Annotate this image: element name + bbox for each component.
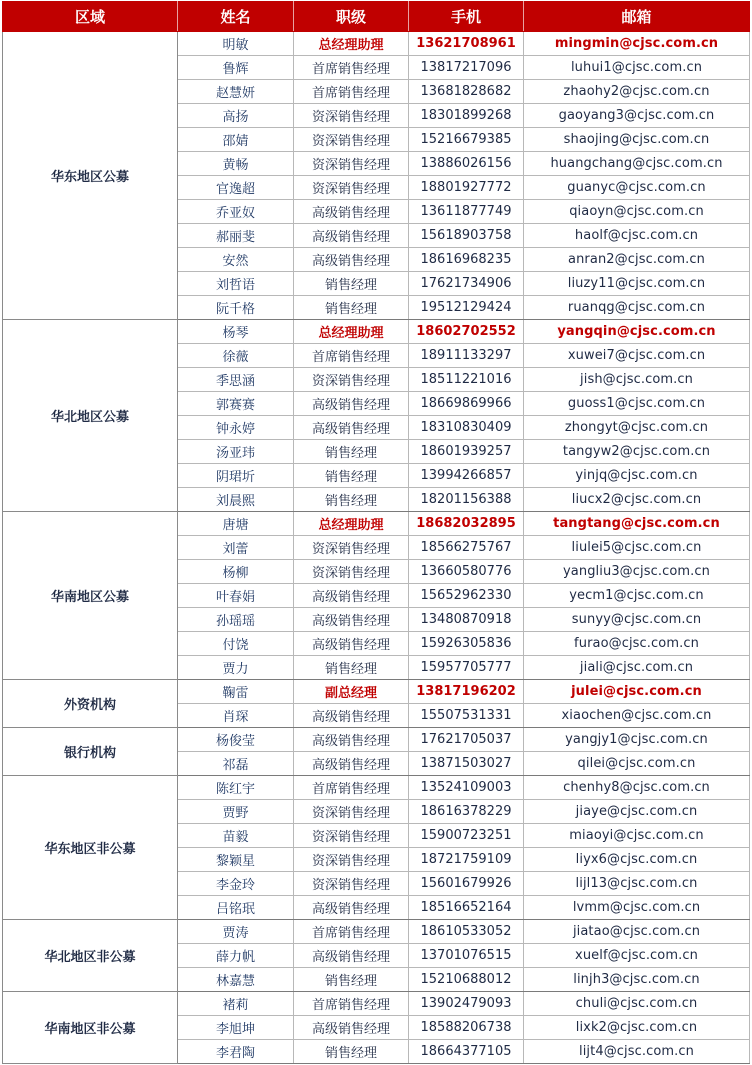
phone-cell: 18664377105 xyxy=(409,1040,524,1064)
header-region: 区域 xyxy=(3,2,178,32)
phone-cell: 15601679926 xyxy=(409,872,524,896)
email-cell: huangchang@cjsc.com.cn xyxy=(524,152,750,176)
name-cell: 徐薇 xyxy=(178,344,294,368)
phone-cell: 18911133297 xyxy=(409,344,524,368)
name-cell: 祁磊 xyxy=(178,752,294,776)
name-cell: 明敏 xyxy=(178,32,294,56)
name-cell: 杨柳 xyxy=(178,560,294,584)
email-cell: qiaoyn@cjsc.com.cn xyxy=(524,200,750,224)
email-cell: linjh3@cjsc.com.cn xyxy=(524,968,750,992)
title-cell: 高级销售经理 xyxy=(294,416,409,440)
region-cell: 华南地区非公募 xyxy=(3,992,178,1064)
email-cell: jiaye@cjsc.com.cn xyxy=(524,800,750,824)
title-cell: 资深销售经理 xyxy=(294,104,409,128)
title-cell: 资深销售经理 xyxy=(294,536,409,560)
table-body xyxy=(3,32,750,1064)
name-cell: 杨琴 xyxy=(178,320,294,344)
phone-cell: 19512129424 xyxy=(409,296,524,320)
email-cell: liuzy11@cjsc.com.cn xyxy=(524,272,750,296)
title-cell: 高级销售经理 xyxy=(294,704,409,728)
title-cell: 高级销售经理 xyxy=(294,224,409,248)
name-cell: 郭赛赛 xyxy=(178,392,294,416)
sales-contact-table xyxy=(2,1,750,1064)
email-cell: luhui1@cjsc.com.cn xyxy=(524,56,750,80)
phone-cell: 18616968235 xyxy=(409,248,524,272)
phone-cell: 13817196202 xyxy=(409,680,524,704)
phone-cell: 13701076515 xyxy=(409,944,524,968)
title-cell: 首席销售经理 xyxy=(294,776,409,800)
phone-cell: 13871503027 xyxy=(409,752,524,776)
region-cell: 华北地区公募 xyxy=(3,320,178,512)
name-cell: 林嘉慧 xyxy=(178,968,294,992)
phone-cell: 13817217096 xyxy=(409,56,524,80)
email-cell: xuelf@cjsc.com.cn xyxy=(524,944,750,968)
email-cell: mingmin@cjsc.com.cn xyxy=(524,32,750,56)
email-cell: lijl13@cjsc.com.cn xyxy=(524,872,750,896)
title-cell: 资深销售经理 xyxy=(294,152,409,176)
name-cell: 贾力 xyxy=(178,656,294,680)
email-cell: liyx6@cjsc.com.cn xyxy=(524,848,750,872)
table-row xyxy=(3,992,750,1016)
header-phone: 手机 xyxy=(409,2,524,32)
phone-cell: 18669869966 xyxy=(409,392,524,416)
name-cell: 黄畅 xyxy=(178,152,294,176)
email-cell: yangqin@cjsc.com.cn xyxy=(524,320,750,344)
email-cell: qilei@cjsc.com.cn xyxy=(524,752,750,776)
title-cell: 首席销售经理 xyxy=(294,344,409,368)
title-cell: 销售经理 xyxy=(294,656,409,680)
title-cell: 销售经理 xyxy=(294,968,409,992)
phone-cell: 18201156388 xyxy=(409,488,524,512)
title-cell: 副总经理 xyxy=(294,680,409,704)
title-cell: 资深销售经理 xyxy=(294,848,409,872)
phone-cell: 15652962330 xyxy=(409,584,524,608)
title-cell: 销售经理 xyxy=(294,440,409,464)
name-cell: 陈红宇 xyxy=(178,776,294,800)
phone-cell: 15216679385 xyxy=(409,128,524,152)
name-cell: 汤亚玮 xyxy=(178,440,294,464)
title-cell: 资深销售经理 xyxy=(294,872,409,896)
email-cell: tangtang@cjsc.com.cn xyxy=(524,512,750,536)
name-cell: 付饶 xyxy=(178,632,294,656)
phone-cell: 18682032895 xyxy=(409,512,524,536)
email-cell: gaoyang3@cjsc.com.cn xyxy=(524,104,750,128)
title-cell: 首席销售经理 xyxy=(294,920,409,944)
email-cell: jish@cjsc.com.cn xyxy=(524,368,750,392)
header-email: 邮箱 xyxy=(524,2,750,32)
title-cell: 高级销售经理 xyxy=(294,632,409,656)
phone-cell: 18516652164 xyxy=(409,896,524,920)
region-cell: 银行机构 xyxy=(3,728,178,776)
name-cell: 郝丽斐 xyxy=(178,224,294,248)
email-cell: haolf@cjsc.com.cn xyxy=(524,224,750,248)
table-header-row xyxy=(3,2,750,32)
name-cell: 鞠雷 xyxy=(178,680,294,704)
region-cell: 华东地区非公募 xyxy=(3,776,178,920)
table-row xyxy=(3,320,750,344)
table-row xyxy=(3,776,750,800)
title-cell: 资深销售经理 xyxy=(294,824,409,848)
email-cell: liulei5@cjsc.com.cn xyxy=(524,536,750,560)
email-cell: furao@cjsc.com.cn xyxy=(524,632,750,656)
title-cell: 高级销售经理 xyxy=(294,1016,409,1040)
email-cell: jiatao@cjsc.com.cn xyxy=(524,920,750,944)
title-cell: 高级销售经理 xyxy=(294,392,409,416)
name-cell: 钟永婷 xyxy=(178,416,294,440)
phone-cell: 13681828682 xyxy=(409,80,524,104)
table-row xyxy=(3,920,750,944)
email-cell: ruanqg@cjsc.com.cn xyxy=(524,296,750,320)
email-cell: miaoyi@cjsc.com.cn xyxy=(524,824,750,848)
title-cell: 销售经理 xyxy=(294,272,409,296)
name-cell: 季思涵 xyxy=(178,368,294,392)
email-cell: lijt4@cjsc.com.cn xyxy=(524,1040,750,1064)
region-cell: 外资机构 xyxy=(3,680,178,728)
phone-cell: 15618903758 xyxy=(409,224,524,248)
phone-cell: 18616378229 xyxy=(409,800,524,824)
name-cell: 李君陶 xyxy=(178,1040,294,1064)
title-cell: 销售经理 xyxy=(294,464,409,488)
name-cell: 阴珺圻 xyxy=(178,464,294,488)
email-cell: zhaohy2@cjsc.com.cn xyxy=(524,80,750,104)
title-cell: 总经理助理 xyxy=(294,512,409,536)
title-cell: 销售经理 xyxy=(294,488,409,512)
phone-cell: 13480870918 xyxy=(409,608,524,632)
title-cell: 资深销售经理 xyxy=(294,368,409,392)
email-cell: yecm1@cjsc.com.cn xyxy=(524,584,750,608)
name-cell: 褚莉 xyxy=(178,992,294,1016)
email-cell: anran2@cjsc.com.cn xyxy=(524,248,750,272)
title-cell: 高级销售经理 xyxy=(294,944,409,968)
title-cell: 高级销售经理 xyxy=(294,728,409,752)
phone-cell: 17621734906 xyxy=(409,272,524,296)
title-cell: 首席销售经理 xyxy=(294,992,409,1016)
phone-cell: 18721759109 xyxy=(409,848,524,872)
name-cell: 安然 xyxy=(178,248,294,272)
email-cell: xiaochen@cjsc.com.cn xyxy=(524,704,750,728)
name-cell: 阮千格 xyxy=(178,296,294,320)
email-cell: guoss1@cjsc.com.cn xyxy=(524,392,750,416)
title-cell: 高级销售经理 xyxy=(294,248,409,272)
phone-cell: 15957705777 xyxy=(409,656,524,680)
name-cell: 唐塘 xyxy=(178,512,294,536)
name-cell: 鲁辉 xyxy=(178,56,294,80)
phone-cell: 13994266857 xyxy=(409,464,524,488)
email-cell: lvmm@cjsc.com.cn xyxy=(524,896,750,920)
title-cell: 资深销售经理 xyxy=(294,128,409,152)
phone-cell: 13524109003 xyxy=(409,776,524,800)
region-cell: 华南地区公募 xyxy=(3,512,178,680)
phone-cell: 18301899268 xyxy=(409,104,524,128)
phone-cell: 18566275767 xyxy=(409,536,524,560)
phone-cell: 18602702552 xyxy=(409,320,524,344)
name-cell: 杨俊莹 xyxy=(178,728,294,752)
phone-cell: 13611877749 xyxy=(409,200,524,224)
name-cell: 乔亚奴 xyxy=(178,200,294,224)
header-title: 职级 xyxy=(294,2,409,32)
email-cell: chuli@cjsc.com.cn xyxy=(524,992,750,1016)
name-cell: 黎颖星 xyxy=(178,848,294,872)
title-cell: 销售经理 xyxy=(294,1040,409,1064)
email-cell: liucx2@cjsc.com.cn xyxy=(524,488,750,512)
phone-cell: 15210688012 xyxy=(409,968,524,992)
email-cell: zhongyt@cjsc.com.cn xyxy=(524,416,750,440)
title-cell: 销售经理 xyxy=(294,296,409,320)
title-cell: 资深销售经理 xyxy=(294,176,409,200)
email-cell: shaojing@cjsc.com.cn xyxy=(524,128,750,152)
phone-cell: 15507531331 xyxy=(409,704,524,728)
name-cell: 贾野 xyxy=(178,800,294,824)
phone-cell: 15900723251 xyxy=(409,824,524,848)
phone-cell: 18601939257 xyxy=(409,440,524,464)
phone-cell: 18588206738 xyxy=(409,1016,524,1040)
table-row xyxy=(3,728,750,752)
name-cell: 吕铭珉 xyxy=(178,896,294,920)
name-cell: 孙瑶瑶 xyxy=(178,608,294,632)
table-row xyxy=(3,32,750,56)
title-cell: 高级销售经理 xyxy=(294,608,409,632)
phone-cell: 18610533052 xyxy=(409,920,524,944)
table-row xyxy=(3,512,750,536)
email-cell: julei@cjsc.com.cn xyxy=(524,680,750,704)
region-cell: 华东地区公募 xyxy=(3,32,178,320)
phone-cell: 13621708961 xyxy=(409,32,524,56)
title-cell: 首席销售经理 xyxy=(294,80,409,104)
region-cell: 华北地区非公募 xyxy=(3,920,178,992)
phone-cell: 18310830409 xyxy=(409,416,524,440)
title-cell: 资深销售经理 xyxy=(294,800,409,824)
name-cell: 贾涛 xyxy=(178,920,294,944)
name-cell: 邵婧 xyxy=(178,128,294,152)
email-cell: sunyy@cjsc.com.cn xyxy=(524,608,750,632)
name-cell: 官逸超 xyxy=(178,176,294,200)
title-cell: 总经理助理 xyxy=(294,32,409,56)
name-cell: 李旭坤 xyxy=(178,1016,294,1040)
phone-cell: 13902479093 xyxy=(409,992,524,1016)
title-cell: 高级销售经理 xyxy=(294,896,409,920)
name-cell: 叶春娟 xyxy=(178,584,294,608)
title-cell: 高级销售经理 xyxy=(294,752,409,776)
name-cell: 薛力帆 xyxy=(178,944,294,968)
email-cell: yinjq@cjsc.com.cn xyxy=(524,464,750,488)
header-name: 姓名 xyxy=(178,2,294,32)
name-cell: 苗毅 xyxy=(178,824,294,848)
email-cell: jiali@cjsc.com.cn xyxy=(524,656,750,680)
phone-cell: 18801927772 xyxy=(409,176,524,200)
phone-cell: 15926305836 xyxy=(409,632,524,656)
name-cell: 赵慧妍 xyxy=(178,80,294,104)
title-cell: 高级销售经理 xyxy=(294,200,409,224)
email-cell: chenhy8@cjsc.com.cn xyxy=(524,776,750,800)
name-cell: 高扬 xyxy=(178,104,294,128)
title-cell: 高级销售经理 xyxy=(294,584,409,608)
email-cell: yangliu3@cjsc.com.cn xyxy=(524,560,750,584)
name-cell: 刘晨熙 xyxy=(178,488,294,512)
email-cell: xuwei7@cjsc.com.cn xyxy=(524,344,750,368)
name-cell: 刘哲语 xyxy=(178,272,294,296)
name-cell: 肖琛 xyxy=(178,704,294,728)
email-cell: yangjy1@cjsc.com.cn xyxy=(524,728,750,752)
name-cell: 刘蕾 xyxy=(178,536,294,560)
table-row xyxy=(3,680,750,704)
name-cell: 李金玲 xyxy=(178,872,294,896)
phone-cell: 18511221016 xyxy=(409,368,524,392)
phone-cell: 17621705037 xyxy=(409,728,524,752)
email-cell: lixk2@cjsc.com.cn xyxy=(524,1016,750,1040)
email-cell: tangyw2@cjsc.com.cn xyxy=(524,440,750,464)
title-cell: 首席销售经理 xyxy=(294,56,409,80)
phone-cell: 13660580776 xyxy=(409,560,524,584)
title-cell: 总经理助理 xyxy=(294,320,409,344)
email-cell: guanyc@cjsc.com.cn xyxy=(524,176,750,200)
title-cell: 资深销售经理 xyxy=(294,560,409,584)
phone-cell: 13886026156 xyxy=(409,152,524,176)
